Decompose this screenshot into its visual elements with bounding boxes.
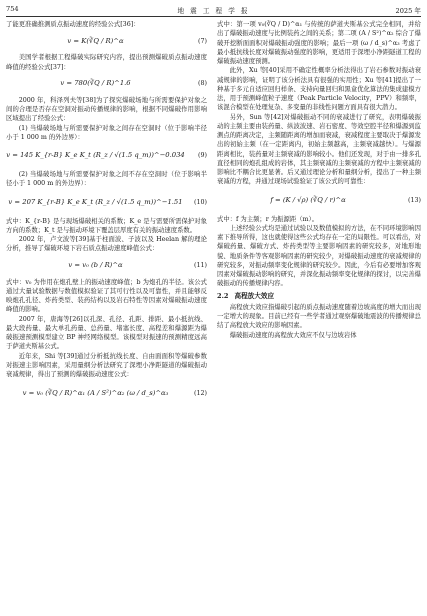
- paragraph: 式中：v₀ 为作用在炮孔壁上的振动速度峰值；b 为炮孔的半径。该公式通过大量试验数据与数值模拟验证了其可行性以及可靠性，并且能够反映炮孔孔径、炸药类型、装药结构以及岩石特性等因素对爆破振动速度峰值的影响。: [6, 278, 207, 314]
- equation-formula: v = 780(∛Q / R)^1.6: [60, 79, 131, 88]
- section-heading: [217, 292, 421, 301]
- paragraph: 2007 年，唐海等[26]以孔深、孔径、孔距、排距、最小抵抗线、最大段药量、最大单孔药量、总药量、堵塞长度、高程差和爆源距为爆破振速预测模型建立 BP 神经网络模型。该模型对振速的预测精度远高于萨道夫斯基公式。: [6, 315, 207, 351]
- equation-13: [217, 189, 421, 213]
- page-number: 754: [6, 5, 19, 13]
- right-column: [217, 20, 421, 340]
- journal-title: 地 震 工 程 学 报: [177, 7, 250, 15]
- paragraph: 2000 年，科泽列夫等[38]为了探究爆破场地与所需要保护对象之间的合理是否存在空洞对振动传播规律的影响，根据不同爆破作用影响区域提出了经验公式：: [6, 96, 207, 123]
- equation-12: [6, 381, 207, 405]
- paragraph: (1) 当爆破场地与所需要保护对象之间存在空洞时（位于影响半径小于 1 000 m 的外边界）：: [6, 124, 207, 141]
- equation-formula: v = v₀ (∛Q / R)^α₁ (A / S²)^α₂ (ω / d_s)^α₃: [22, 388, 169, 397]
- equation-formula: v = K(∛Q / R)^α: [67, 36, 124, 45]
- equation-formula: v = 145 K_{r-B} K_e K_t (R_z / √(1.5 q_m))^−0.034: [6, 151, 185, 160]
- equation-number: (11): [193, 261, 207, 269]
- paragraph: 美国学者根据工程爆破实际研究内容，提出预测爆破质点振动速度峰值的经验公式[37]：: [6, 54, 207, 71]
- equation-number: (9): [198, 152, 207, 160]
- header-rule: [6, 16, 421, 17]
- journal-year: 2025 年: [395, 7, 421, 15]
- left-column: [6, 20, 207, 407]
- equation-number: (8): [198, 80, 207, 88]
- equation-11: [6, 256, 207, 276]
- paragraph: 2002 年，卢文波等[39]基于柱面波、子波以及 Heelan 解的理论分析，推导了爆破环境下岩石质点振动速度峰值公式：: [6, 236, 207, 253]
- paragraph: 高程放大效应指爆破引起的质点振动速度随着边坡高度的增大而出现一定增大的现象。目前已经有一些学者通过观察爆破地震波的传播规律总结了高程放大效应的影响因素。: [217, 303, 421, 330]
- equation-formula: v = v₀ (b / R)^α: [68, 260, 123, 269]
- equation-8: [6, 74, 207, 94]
- paragraph: 式中：K_{r-B} 是与现场爆破相关的系数；K_e 是与需要所需保护对象方向的系数；K_t 是与振动环境下覆盖层厚度有关的振动速度系数。: [6, 217, 207, 234]
- paragraph: 式中：f 为主频；r 为振源距（m）。: [217, 215, 319, 223]
- paragraph: 上述经验公式均是通过试验以及数值模拟的方法，在不同环境影响因素下推导所得，这也就使得这些公式均存在一定的局限性。可以看出，对爆破药量、爆破方式、炸药类型等主要影响因素的研究较多，对地形地貌、地质条件等客观影响因素的研究较少，对爆破振动速度的衰减规律的研究较多，对振动频率变化规律的研究较少。因此，今后有必要增加客观因素对爆破振动影响的研究，并深化振动频率变化规律的探讨，以完善爆破振动的传播规律内容。: [217, 224, 421, 288]
- paragraph: 此外，Xu 等[40]采用不确定性概率分析法得出了岩石参数对振动衰减规律的影响，证明了该分析法具有很强的实用性；Xu 等[41]提出了一种基于多元自适应回归样条、支持向量回归和黑盒优化算法的集成建模方法，用于预测峰值粒子速度（Peak Particle Velocity，PPV）和频率，该混合模型在处理复杂、多变量的非线性问题方面具有很大潜力。: [217, 67, 421, 112]
- equation-formula: f = (K / √ρ) (∛Q / r)^α: [270, 195, 346, 204]
- section-title: 高程放大效应: [234, 291, 275, 300]
- paragraph: 近年来，Shi 等[39]通过分析抵抗线长度、自由面面积等爆破参数对振速主影响因素，采用量纲分析法研究了深埋小净距隧道的爆破振动衰减规律，得出了预测的爆破振动速度公式：: [6, 352, 207, 378]
- paragraph: 另外，Sun 等[42]对爆破振动不同的衰减进行了研究，表明爆破振动的主频主要由装药量、纵波波速、岩石密度、等效空腔半径和爆源到监测点的距离决定，主频随距离的增加而衰减，衰减程度主要取决于爆源发出的初始主频（在一定距离内，初始主频越高，主频衰减越快）。与爆源距离相比，装药量对主频衰减的影响较小。他们还发现，对于由一排多孔直径相同的炮孔组成的岩体，其主频衰减的主频衰减的方程中主频衰减的影响比不耦合比更显著。后又通过理论分析和量纲分析，提出了一种主频衰减的方程，并通过现场试验验证了该公式的可靠性：: [217, 113, 421, 186]
- equation-9: [6, 144, 207, 168]
- paragraph: 式中：第一项 v₀(∛Q / D)^α₁ 与传统的萨道夫斯基公式完全相同，并给出了爆破振动速度与比例装药之间的关系；第二项 (A / S²)^α₂ 综合了爆破开挖断面面积对爆破振动强度的影响；最后一项 (ω / d_s)^α₃ 考虑了最小抵抗线长度对爆破振动强度的影响，更适用于深埋小净距隧道工程的爆破振动速度预测。: [217, 21, 421, 65]
- equation-10: [6, 191, 207, 215]
- equation-number: (10): [193, 198, 207, 206]
- equation-7: [6, 31, 207, 51]
- paragraph: (2) 当爆破场地与所需要保护对象之间不存在空洞时（位于影响半径小于 1 000 m 的外边界）：: [6, 171, 207, 188]
- equation-number: (12): [193, 389, 207, 397]
- paragraph: 爆破振动速度的高程放大效应不仅与边坡岩体: [229, 331, 357, 339]
- equation-number: (13): [407, 196, 421, 204]
- paragraph: 了能更准确推测质点振动速度的经验公式[36]：: [6, 21, 140, 28]
- equation-number: (7): [198, 37, 207, 45]
- equation-formula: v = 207 K_{r-B} K_e K_t (R_z / √(1.5 q_m))^−1.51: [8, 197, 183, 206]
- section-number: 2.2: [217, 291, 229, 300]
